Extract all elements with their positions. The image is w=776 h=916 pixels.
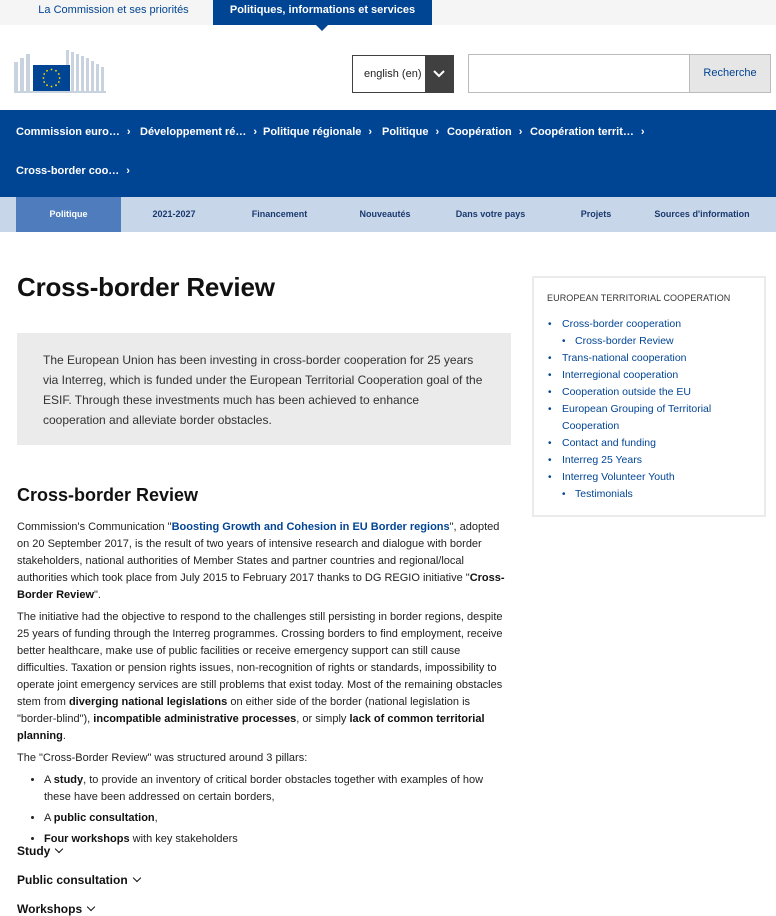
breadcrumb-label: Politique régionale [263,126,362,138]
intro-box [17,333,511,445]
chevron-right-icon: › [518,126,523,138]
text: , or simply [296,713,350,725]
text: . [62,730,66,742]
breadcrumb-label: Coopération [447,126,512,138]
emphasis: diverging national legislations [68,696,228,708]
language-label: english (en) [364,68,422,80]
paragraph [17,519,511,604]
chevron-down-icon [132,874,140,882]
pillars-list [44,772,511,848]
breadcrumb-label: Politique [382,126,429,138]
nav-item-financement[interactable]: Financement [251,209,308,219]
emphasis: Cross-Border Review [17,572,505,601]
list-item [44,810,511,827]
accordion-label: Study [17,844,51,858]
section-title: Cross-border Review [17,485,199,505]
main-navigation [0,197,776,232]
list-item [44,772,511,806]
emphasis: incompatible administrative processes [93,713,297,725]
text: , to provide an inventory of critical border obstacles together with examples of how these have been addressed on certain borders, [44,774,484,803]
emphasis: public consultation [53,812,155,824]
emphasis: lack of common territorial planning [17,713,485,742]
tab-policies-services[interactable] [213,0,432,25]
breadcrumb-label: Commission euro… [16,126,120,138]
breadcrumb-item[interactable] [382,126,439,138]
top-tabs [0,0,776,25]
text: A [44,774,54,786]
sidebar-item-interreg-25-years[interactable]: • Interreg 25 Years [547,452,764,469]
text: Commission's Communication " [17,521,172,533]
european-commission-logo[interactable] [14,48,106,94]
text: ". [94,589,101,601]
breadcrumb-label: Coopération territ… [530,126,634,138]
nav-item-2021-2027[interactable]: 2021-2027 [152,209,196,219]
communication-link[interactable]: Boosting Growth and Cohesion in EU Border regions [171,521,450,533]
text: , [154,812,158,824]
breadcrumb-item[interactable] [16,165,130,177]
nav-item-sources-information[interactable]: Sources d'information [654,209,750,219]
sidebar-item-interregional-cooperation[interactable]: • Interregional cooperation [547,367,764,384]
chevron-right-icon: › [368,126,373,138]
active-tab-caret-icon [316,25,328,31]
sidebar-item-cross-border-cooperation[interactable]: • Cross-border cooperation [547,316,764,333]
sidebar-item-contact-funding[interactable]: • Contact and funding [547,435,764,452]
sidebar-item-cooperation-outside-eu[interactable]: • Cooperation outside the EU [547,384,764,401]
page-title: Cross-border Review [17,272,275,302]
breadcrumb-item[interactable] [530,126,645,138]
sidebar-item-cross-border-review[interactable]: • Cross-border Review [547,333,764,350]
chevron-right-icon: › [435,126,440,138]
chevron-right-icon: › [640,126,645,138]
breadcrumb-item[interactable] [16,126,131,138]
sidebar-item-testimonials[interactable]: • Testimonials [547,486,764,503]
chevron-right-icon: › [126,165,130,177]
chevron-down-icon[interactable] [425,56,453,92]
search-button[interactable]: Recherche [689,54,771,93]
text: A [44,812,54,824]
chevron-down-icon [55,845,63,853]
paragraph: The "Cross-Border Review" was structured around 3 pillars: [17,752,308,764]
accordion-label: Public consultation [17,873,128,887]
sidebar-title: EUROPEAN TERRITORIAL COOPERATION [547,293,731,303]
language-selector[interactable] [352,55,454,93]
emphasis: Four workshops [44,833,130,845]
text: on either side of the border (national legislation is "border-blind"), [17,696,471,725]
accordion-public-consultation[interactable] [17,873,140,887]
text: ", adopted on 20 September 2017, is the result of two years of intensive research and dialogue with border stakeholders, national authorities of Member States and partner countries and regional/local authorities which took place from July 2015 to February 2017 thanks to DG REGIO initiative " [17,521,500,584]
nav-item-dans-votre-pays[interactable]: Dans votre pays [455,209,526,219]
accordion-study[interactable] [17,844,62,858]
chevron-right-icon: › [253,126,258,138]
accordion-label: Workshops [17,902,83,916]
sidebar-item-egtc[interactable]: • European Grouping of Territorial Cooperation [547,401,764,435]
breadcrumb-item[interactable] [447,126,522,138]
tab-policies-services-label: Politiques, informations et services [229,4,416,16]
emphasis: study [53,774,84,786]
paragraph [17,609,511,745]
list-item [44,831,511,848]
breadcrumb-label: Développement ré… [140,126,247,138]
chevron-right-icon: › [126,126,131,138]
breadcrumb-item[interactable] [140,126,257,138]
sidebar [532,276,766,517]
sidebar-list [547,316,764,503]
breadcrumb-label: Cross-border coo… [16,165,120,177]
nav-item-politique[interactable]: Politique [16,197,121,232]
search-input[interactable] [468,54,690,93]
intro-text: The European Union has been investing in cross-border cooperation for 25 years via Interreg, which is funded under the European Territorial Cooperation goal of the ESIF. Through these investments much has been achieved to enhance cooperation and alleviate border obstacles. [43,353,483,427]
text: with key stakeholders [129,833,238,845]
tab-commission-priorities[interactable]: La Commission et ses priorités [38,4,189,16]
text: The initiative had the objective to respond to the challenges still persisting in border regions, despite 25 years of funding through the Interreg programmes. Crossing borders to find employment, receive better healthcare, make use of public facilities or receive emergency support can still cause difficulties. Taxation or pension rights issues, non-recognition of rights or standards, impossibility to operate joint emergency services are still problems that exist today. Most of the remaining obstacles stem from [17,611,503,708]
chevron-down-icon [87,903,95,911]
breadcrumb [0,110,776,197]
sidebar-item-interreg-volunteer-youth[interactable]: • Interreg Volunteer Youth [547,469,764,486]
nav-item-nouveautes[interactable]: Nouveautés [359,209,411,219]
breadcrumb-item[interactable] [263,126,372,138]
nav-item-projets[interactable]: Projets [580,209,612,219]
sidebar-item-trans-national-cooperation[interactable]: • Trans-national cooperation [547,350,764,367]
article-body [17,519,511,852]
